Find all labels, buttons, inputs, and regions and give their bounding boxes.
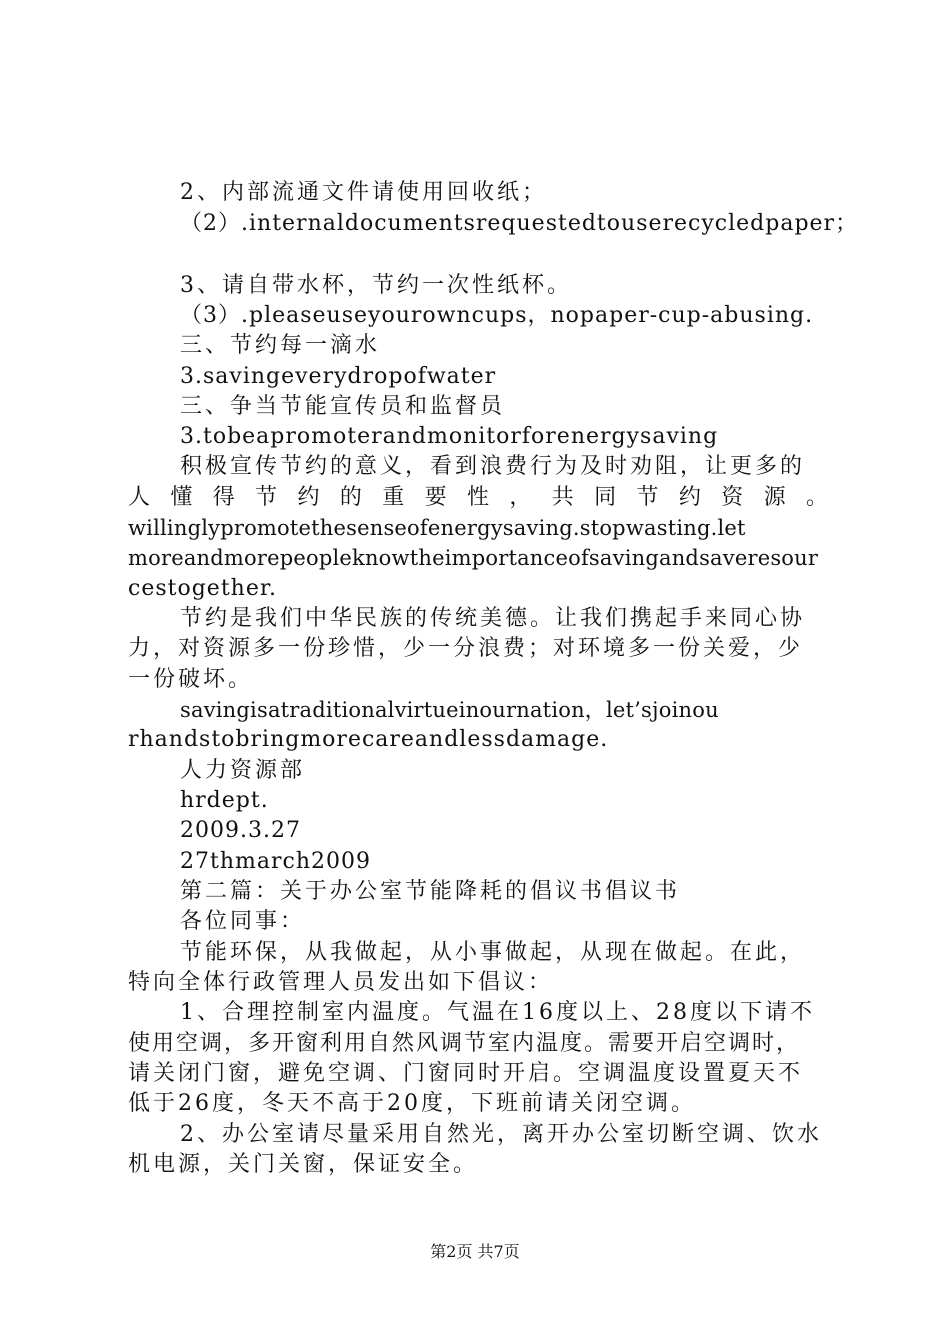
text-line: 低于26度，冬天不高于20度，下班前请关闭空调。	[128, 1091, 696, 1116]
page-number-footer: 第2页 共7页	[430, 1242, 520, 1261]
salutation: 各位同事：	[180, 909, 306, 934]
text-line: cestogether.	[128, 576, 277, 601]
text-line: moreandmorepeopleknowtheimportanceofsavingandsaveresour	[128, 546, 819, 570]
text-line: 3.tobeapromoterandmonitorforenergysaving	[180, 424, 719, 449]
text-line: 使用空调，多开窗利用自然风调节室内温度。需要开启空调时，	[128, 1031, 801, 1056]
text-line: （3）.pleaseuseyourowncups，nopaper-cup-abusing.	[180, 303, 814, 328]
text-line: 人力资源部	[180, 758, 306, 783]
text-line: 3.savingeverydropofwater	[180, 364, 497, 389]
text-line: 一份破坏。	[128, 667, 254, 692]
text-line: 1、合理控制室内温度。气温在16度以上、28度以下请不	[180, 1000, 815, 1025]
text-line: 特向全体行政管理人员发出如下倡议：	[128, 970, 554, 995]
date-line: 2009.3.27	[180, 818, 301, 843]
text-line: 机电源，关门关窗，保证安全。	[128, 1152, 479, 1177]
text-line: 力，对资源多一份珍惜，少一分浪费；对环境多一份关爱，少	[128, 636, 804, 661]
text-line: 节能环保，从我做起，从小事做起，从现在做起。在此，	[180, 940, 806, 965]
text-line: savingisatraditionalvirtueinournation，let’sjoinou	[180, 698, 719, 722]
text-line: 节约是我们中华民族的传统美德。让我们携起手来同心协	[180, 606, 806, 631]
text-line: hrdept.	[180, 788, 269, 813]
date-line: 27thmarch2009	[180, 849, 371, 874]
text-line: （2）.internaldocumentsrequestedtouserecycledpaper；	[180, 211, 859, 236]
text-line: 人懂得节约的重要性，共同节约资源。	[128, 485, 828, 510]
text-line: 3、请自带水杯，节约一次性纸杯。	[180, 273, 572, 298]
text-line: rhandstobringmorecareandlessdamage.	[128, 727, 609, 752]
section-heading: 三、节约每一滴水	[180, 333, 381, 358]
section-heading: 第二篇：关于办公室节能降耗的倡议书倡议书	[180, 879, 681, 904]
text-line: 积极宣传节约的意义，看到浪费行为及时劝阻，让更多的	[180, 454, 806, 479]
section-heading: 三、争当节能宣传员和监督员	[180, 394, 506, 419]
text-line: 请关闭门窗，避免空调、门窗同时开启。空调温度设置夏天不	[128, 1061, 804, 1086]
text-line: willinglypromotethesenseofenergysaving.stopwasting.let	[128, 516, 746, 540]
text-line: 2、内部流通文件请使用回收纸；	[180, 180, 547, 205]
text-line: 2、办公室请尽量采用自然光，离开办公室切断空调、饮水	[180, 1122, 822, 1147]
